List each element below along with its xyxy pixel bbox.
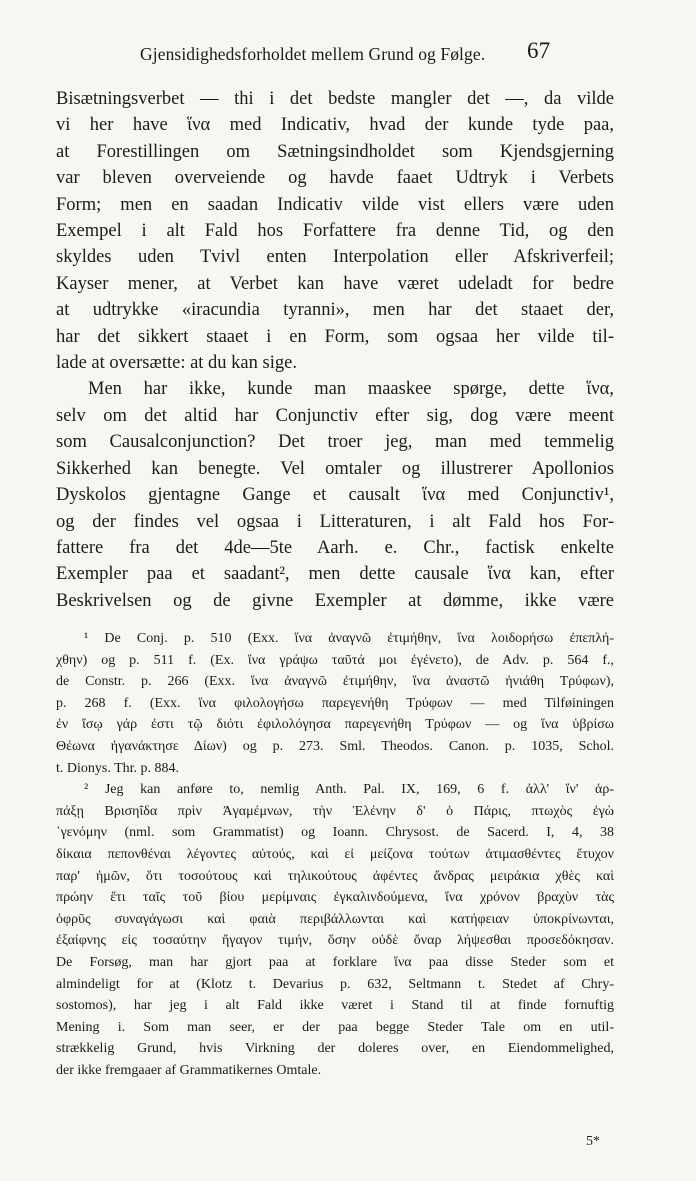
body-line: og der findes vel ogsaa i Litteraturen, i alt Fald hos For- <box>56 511 614 532</box>
footnote-line: der ikke fremgaaer af Grammatikernes Omtale. <box>56 1062 322 1078</box>
footnote-line: δίκαια πεπονθέναι λέγοντες αὐτούς, καὶ εἰ μείζονα τούτων ἀτιμασθέντες ἔτυχον <box>56 846 614 862</box>
body-line: Form; men en saadan Indicativ vilde vist ellers være uden <box>56 194 614 215</box>
footnote-line: χθην) og p. 511 f. (Ex. ἵνα γράψω ταῦτά μοι ἐγένετο), de Adv. p. 564 f., <box>56 652 614 668</box>
body-line: fattere fra det 4de—5te Aarh. e. Chr., factisk enkelte <box>56 537 614 558</box>
body-line: vi her have ἵνα med Indicativ, hvad der kunde tyde paa, <box>56 115 614 136</box>
body-line: at Forestillingen om Sætningsindholdet som Kjendsgjerning <box>56 141 614 162</box>
body-line: Kayser mener, at Verbet kan have været udeladt for bedre <box>56 273 614 294</box>
body-line: skyldes uden Tvivl enten Interpolation eller Afskriverfeil; <box>56 247 614 268</box>
body-line: var bleven overveiende og havde faaet Udtryk i Verbets <box>56 168 614 189</box>
footnote-line: strækkelig Grund, hvis Virkning der doleres over, en Eiendommelighed, <box>56 1041 614 1057</box>
footnote-line: p. 268 f. (Exx. ἵνα φιλολογήσω παρεγενήθη Τρύφων — med Tilføiningen <box>56 695 614 711</box>
footnote-line: ἐν ἴσῳ γάρ ἐστι τῷ διότι ἐφιλολόγησα παρεγενήθη Τρύφων — og ἵνα ὑβρίσω <box>56 717 614 733</box>
body-line: at udtrykke «iracundia tyranni», men har det staaet der, <box>56 300 614 321</box>
running-title: Gjensidighedsforholdet mellem Grund og Følge. <box>140 44 486 64</box>
footnote-line: almindeligt for at (Klotz t. Devarius p. 632, Seltmann t. Stedet af Chry- <box>56 976 614 992</box>
footnote-line: πάξῃ Βρισηΐδα πρὶν Ἀγαμέμνων, τὴν Ἑλένην δ' ὁ Πάρις, πτωχὸς ἐγὼ <box>56 803 614 819</box>
footnote-line: ¹ De Conj. p. 510 (Exx. ἵνα ἀναγνῶ ἐτιμήθην, ἵνα λοιδορήσω ἐπεπλή- <box>84 631 614 646</box>
footnotes <box>56 628 614 1081</box>
body-line: selv om det altid har Conjunctiv efter sig, dog være meent <box>56 405 614 426</box>
body-line: Sikkerhed kan benegte. Vel omtaler og illustrerer Apollonios <box>56 458 614 479</box>
footnote-line: Θέωνα ἠγανάκτησε Δίων) og p. 273. Sml. Theodos. Canon. p. 1035, Schol. <box>56 738 614 754</box>
footnote-line: ἐξαίφνης εἰς τοσαύτην ἤγαγον τιμήν, ὅσην οὐδὲ ὄναρ λήψεσθαι προσεδόκησαν. <box>56 933 614 949</box>
body-line: Exempler paa et saadant², men dette causale ἵνα kan, efter <box>56 564 614 585</box>
footnote-line: παρ' ἡμῶν, ὅτι τοσούτους καὶ τηλικούτους ἀφέντες ἄνδρας μειράκια χθὲς καὶ <box>56 868 614 884</box>
body-text <box>56 86 614 614</box>
body-line: Exempel i alt Fald hos Forfattere fra denne Tid, og den <box>56 221 614 242</box>
body-line: har det sikkert staaet i en Form, som ogsaa her vilde til- <box>56 326 614 347</box>
body-line: Bisætningsverbet — thi i det bedste mangler det —, da vilde <box>56 89 614 109</box>
footnote-line: Mening i. Som man seer, er der paa begge Steder Tale om en util- <box>56 1019 614 1035</box>
footnote-line: De Forsøg, man har gjort paa at forklare ἵνα paa disse Steder som et <box>56 954 614 970</box>
footnote-line: ᾿γενόμην (nml. som Grammatist) og Ioann. Chrysost. de Sacerd. I, 4, 38 <box>56 825 614 841</box>
footnote-line: πρώην ἔτι ταῖς τοῦ βίου μερίμναις ἐγκαλινδούμενα, ἵνα χρόνον βραχὺν τὰς <box>56 890 614 906</box>
body-line: Men har ikke, kunde man maaskee spørge, dette ἵνα, <box>88 379 614 400</box>
footnote-line: ² Jeg kan anføre to, nemlig Anth. Pal. IX, 169, 6 f. ἀλλ' ἵν' ἁρ- <box>84 782 614 798</box>
body-line: som Causalconjunction? Det troer jeg, man med temmelig <box>56 432 614 453</box>
footnote-line: sostomos), har jeg i alt Fald ikke været i Stand til at finde fornuftig <box>56 998 614 1014</box>
running-header <box>140 38 610 65</box>
body-line: lade at oversætte: at du kan sige. <box>56 353 297 374</box>
footnote-line: t. Dionys. Thr. p. 884. <box>56 760 180 776</box>
page-number: 67 <box>527 38 551 63</box>
signature-mark: 5* <box>586 1134 600 1149</box>
footnote-line: de Constr. p. 266 (Exx. ἵνα ἀναγνῶ ἐτιμήθην, ἵνα ἀναστῶ ἠνιάθη Τρύφων), <box>56 674 614 690</box>
body-line: Beskrivelsen og de givne Exempler at dømme, ikke være <box>56 590 614 611</box>
footnote-line: ὀφρῦς συναγάγωσι καὶ φαιὰ περιβάλλωνται καὶ κατήφειαν ὑποκρίνωνται, <box>56 911 614 927</box>
body-line: Dyskolos gjentagne Gange et causalt ἵνα med Conjunctiv¹, <box>56 485 614 506</box>
